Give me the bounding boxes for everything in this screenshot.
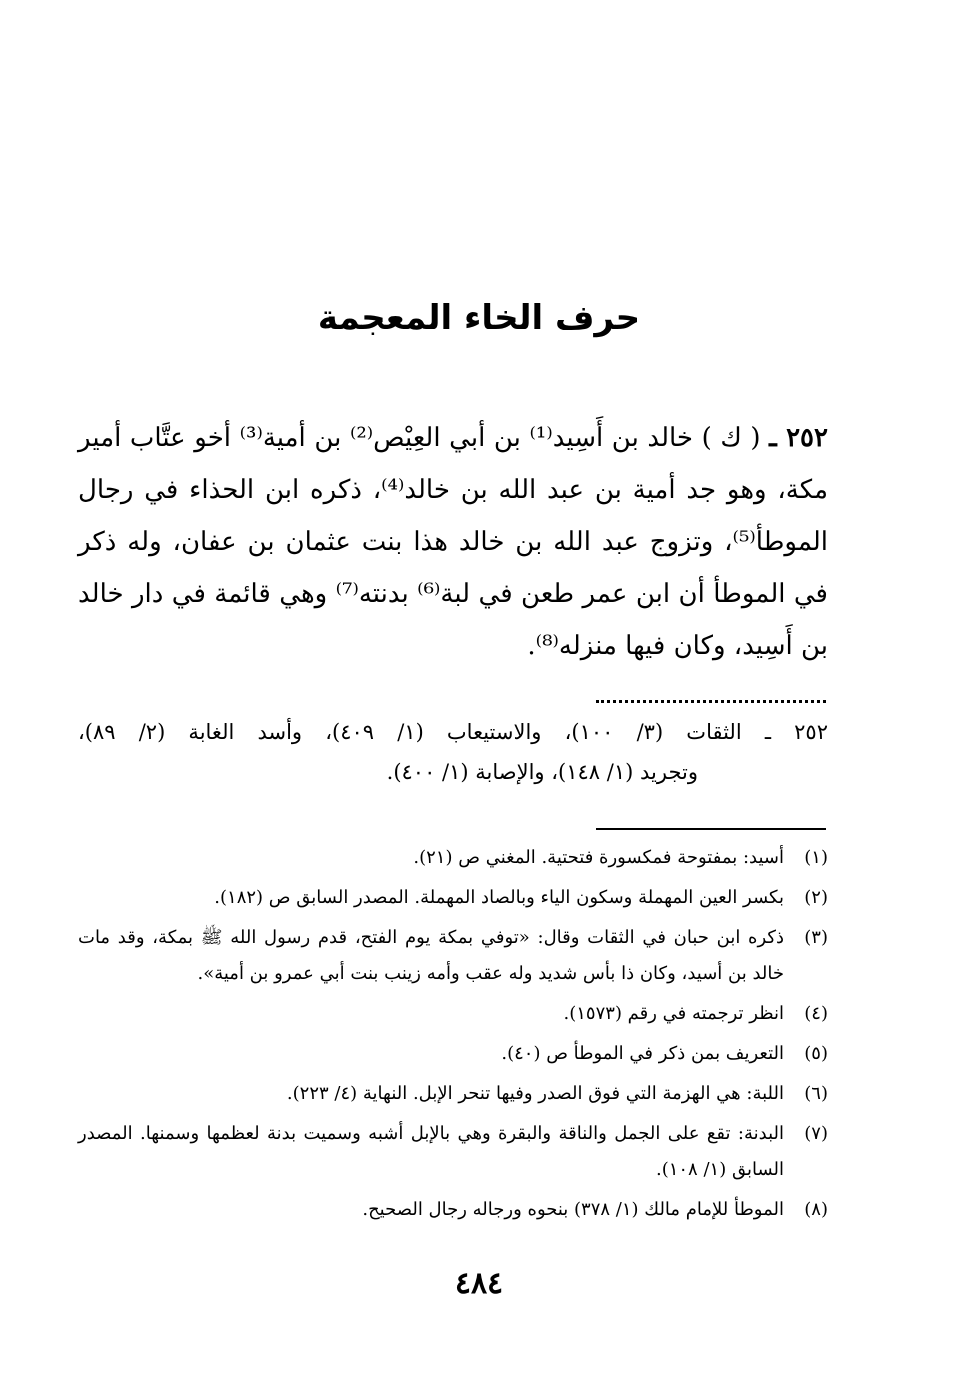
footnote-number: (٧) xyxy=(804,1123,828,1144)
footnote-text: انظر ترجمته في رقم (١٥٧٣). xyxy=(563,1003,784,1024)
footnote-number: (٥) xyxy=(804,1043,828,1064)
footnote-text: ذكره ابن حبان في الثقات وقال: «توفي بمكة يوم الفتح، قدم رسول الله ﷺ بمكة، وقد مات خالد بن أسيد، وكان ذا بأس شديد وله عقب وأمه زينب بنت أبي عمرو بن أمية». xyxy=(78,927,784,984)
biography-entry xyxy=(78,412,828,672)
chapter-heading: حرف الخاء المعجمة xyxy=(317,298,641,338)
footnote-text: البدنة: تقع على الجمل والناقة والبقرة وهي بالإبل أشبه وسميت بدنة لعظمها وسمنها. المصدر السابق (١/ ١٠٨). xyxy=(78,1123,784,1180)
footnote-item xyxy=(78,880,828,916)
footnote-text: بكسر العين المهملة وسكون الياء وبالصاد المهملة. المصدر السابق ص (١٨٢). xyxy=(214,887,784,908)
footnote-item xyxy=(78,920,828,992)
entry-text: ( ك ) خالد بن أَسِيد⁽¹⁾ بن أبي العِيْص⁽²⁾ بن أمية⁽³⁾ أخو عتَّاب أمير مكة، وهو جد أمية بن عبد الله بن خالد⁽⁴⁾، ذكره ابن الحذاء في رجال الموطأ⁽⁵⁾، وتزوج عبد الله بن خالد هذا بنت عثمان بن عفان، وله ذكر في الموطأ أن ابن عمر طعن في لبة⁽⁶⁾ بدنته⁽⁷⁾ وهي قائمة في دار خالد بن أَسِيد، وكان فيها منزله⁽⁸⁾. xyxy=(78,423,829,661)
footnote-number: (٦) xyxy=(804,1083,828,1104)
footnote-item xyxy=(78,1192,828,1228)
footnotes-list xyxy=(78,840,828,1232)
sources-line: ٢٥٢ ـ الثقات (٣/ ١٠٠)، والاستيعاب (١/ ٤٠٩)، وأسد الغابة (٢/ ٨٩)، xyxy=(78,720,828,744)
footnote-number: (٢) xyxy=(804,887,828,908)
footnote-text: الموطأ للإمام مالك (١/ ٣٧٨) بنحوه ورجاله رجال الصحيح. xyxy=(362,1199,784,1220)
dotted-separator xyxy=(596,700,826,703)
entry-number: ٢٥٢ ـ xyxy=(769,423,828,453)
sources-line: وتجريد (١/ ١٤٨)، والإصابة (١/ ٤٠٠). xyxy=(386,760,698,784)
footnote-number: (٣) xyxy=(804,927,828,948)
sources-note xyxy=(78,712,828,792)
footnote-item xyxy=(78,1076,828,1112)
page-number: ٤٨٤ xyxy=(454,1266,504,1301)
footnote-number: (٨) xyxy=(804,1199,828,1220)
footnote-text: اللبة: هي الهزمة التي فوق الصدر وفيها تنحر الإبل. النهاية (٤/ ٢٢٣). xyxy=(286,1083,784,1104)
footnote-item xyxy=(78,1116,828,1188)
footnote-item xyxy=(78,840,828,876)
footnote-number: (١) xyxy=(804,847,828,868)
footnote-item xyxy=(78,996,828,1032)
footnote-text: التعريف بمن ذكر في الموطأ ص (٤٠). xyxy=(501,1043,784,1064)
footnote-separator xyxy=(596,828,826,830)
footnote-number: (٤) xyxy=(804,1003,828,1024)
footnote-text: أسيد: بمفتوحة فمكسورة فتحتية. المغني ص (٢١). xyxy=(413,847,784,868)
footnote-item xyxy=(78,1036,828,1072)
